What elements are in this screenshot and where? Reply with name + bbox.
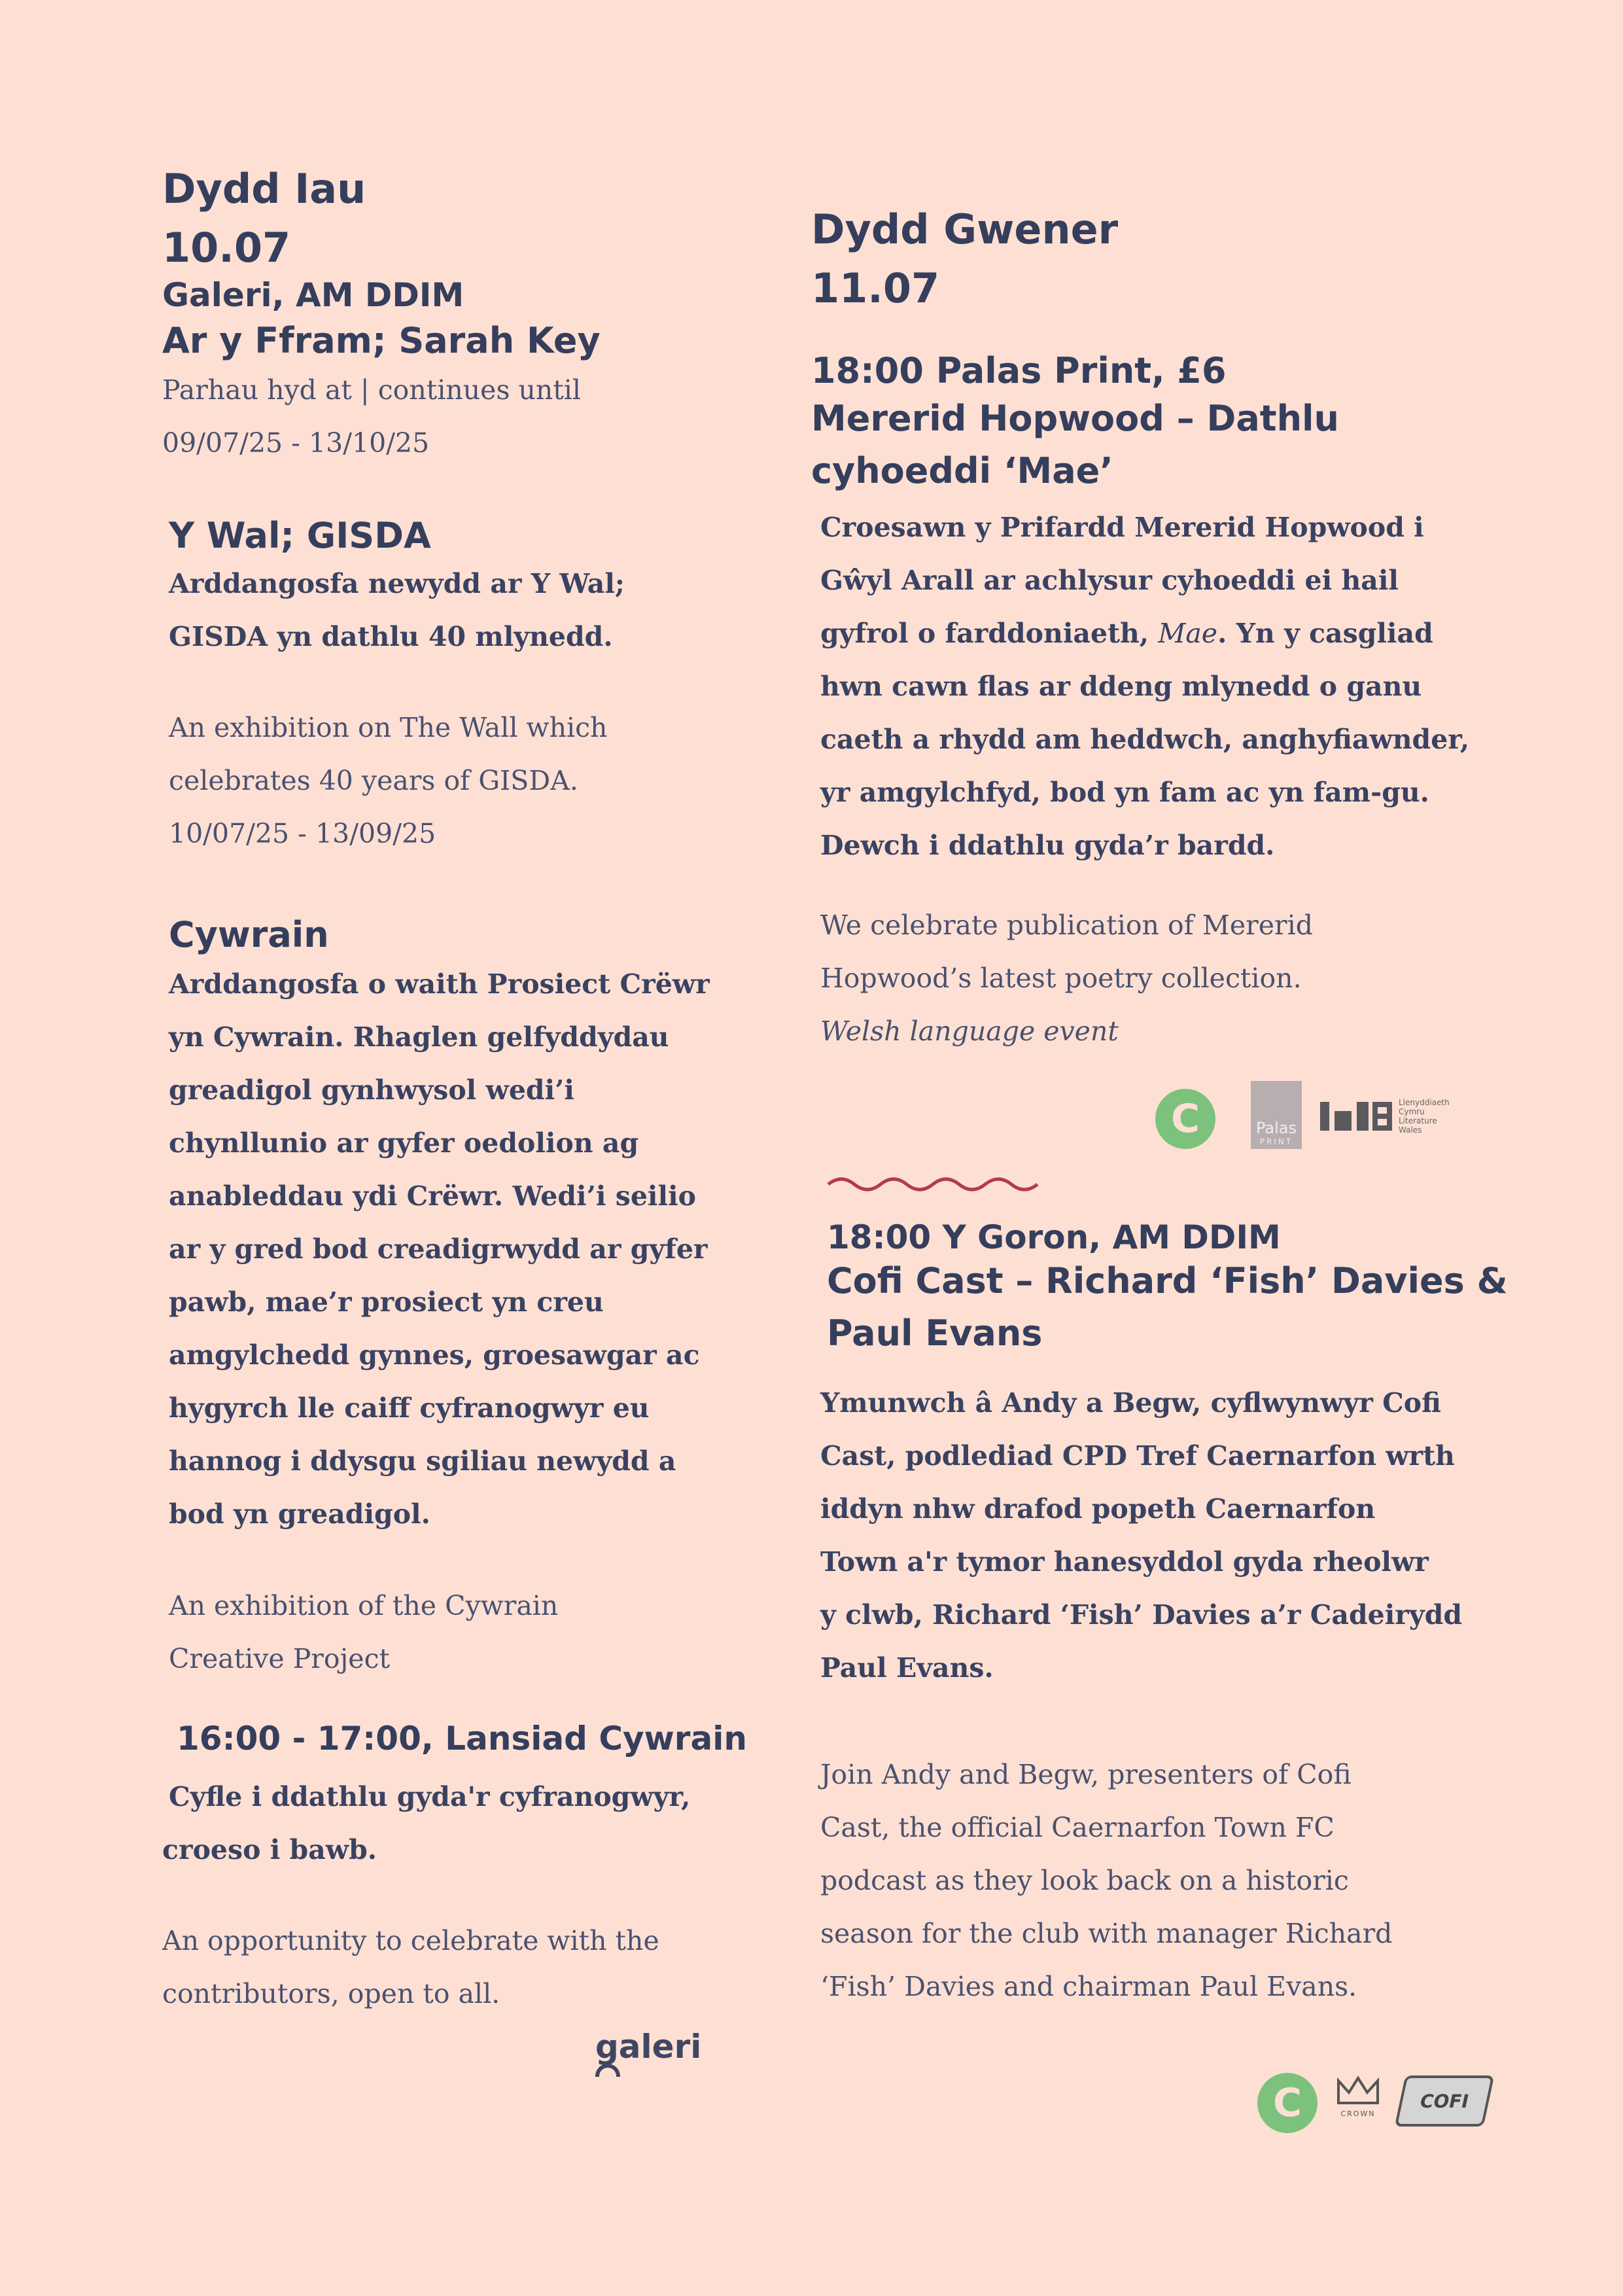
cywrain-welsh-line: chynllunio ar gyfer oedolion ag — [169, 1127, 639, 1159]
cywrain-welsh-line: hygyrch lle caiff cyfranogwyr eu — [169, 1392, 650, 1424]
event2-welsh-line: iddyn nhw drafod popeth Caernarfon — [820, 1493, 1376, 1525]
event2-english-line: Cast, the official Caernarfon Town FC — [820, 1812, 1335, 1843]
event1-title-line: Mererid Hopwood – Dathlu — [811, 398, 1339, 439]
event1-title-line: cyhoeddi ‘Mae’ — [811, 450, 1113, 491]
cywrain-welsh-line: pawb, mae’r prosiect yn creu — [169, 1286, 604, 1318]
palas-logo-subtext: PRINT — [1259, 1137, 1293, 1146]
thursday-date: 10.07 — [162, 224, 291, 272]
launch-welsh-line: Cyfle i ddathlu gyda'r cyfranogwyr, — [169, 1781, 691, 1812]
lit-line: Llenyddiaeth — [1399, 1098, 1450, 1107]
event1-welsh-line: Gŵyl Arall ar achlysur cyhoeddi ei hail — [820, 565, 1399, 596]
literature-wales-mark — [1320, 1098, 1393, 1135]
event2-welsh-line: Cast, podlediad CPD Tref Caernarfon wrth — [820, 1440, 1455, 1472]
wal-welsh — [169, 557, 625, 663]
cywrain-welsh-line: Arddangosfa o waith Prosiect Crëwr — [169, 968, 710, 1000]
c-logo-2: C — [1257, 2073, 1318, 2133]
event1-english-line: Hopwood’s latest poetry collection. — [820, 963, 1302, 994]
wal-title: Y Wal; GISDA — [169, 515, 431, 556]
galeri-logo-mark — [595, 2064, 620, 2077]
event1-welsh-line: yr amgylchfyd, bod yn fam ac yn fam-gu. — [820, 777, 1429, 808]
cywrain-welsh-line: amgylchedd gynnes, groesawgar ac — [169, 1339, 700, 1371]
wal-english — [169, 701, 607, 860]
exhibit1-title: Ar y Ffram; Sarah Key — [162, 320, 601, 361]
cywrain-welsh-line: bod yn greadigol. — [169, 1498, 430, 1530]
cofi-logo: COFI — [1395, 2075, 1495, 2127]
event2-welsh-line: Ymunwch â Andy a Begw, cyflwynwyr Cofi — [820, 1387, 1441, 1419]
cywrain-welsh-line: greadigol gynhwysol wedi’i — [169, 1074, 575, 1106]
launch-english-line: An opportunity to celebrate with the — [162, 1925, 659, 1956]
event1-welsh-line: gyfrol o farddoniaeth, Mae. Yn y casgliad — [820, 618, 1433, 649]
event2-title-line: Cofi Cast – Richard ‘Fish’ Davies & — [827, 1260, 1508, 1301]
launch-english-line: contributors, open to all. — [162, 1978, 500, 2009]
wal-english-line: celebrates 40 years of GISDA. — [169, 765, 578, 796]
cywrain-english-line: Creative Project — [169, 1643, 391, 1674]
event1-english-line: We celebrate publication of Mererid — [820, 910, 1313, 941]
cywrain-welsh-line: anableddau ydi Crëwr. Wedi’i seilio — [169, 1180, 696, 1212]
event1-welsh — [820, 501, 1469, 872]
event1-welsh-line: caeth a rhydd am heddwch, anghyfiawnder, — [820, 724, 1470, 755]
event2-welsh — [820, 1377, 1462, 1695]
lit-line: Wales — [1399, 1125, 1422, 1135]
cywrain-english — [169, 1580, 558, 1686]
event2-english-line: podcast as they look back on a historic — [820, 1865, 1349, 1896]
launch-title: 16:00 - 17:00, Lansiad Cywrain — [177, 1720, 747, 1757]
c-logo: C — [1155, 1089, 1215, 1149]
event1-welsh-line: Croesawn y Prifardd Mererid Hopwood i — [820, 512, 1424, 543]
cywrain-welsh — [169, 958, 710, 1541]
palas-print-logo — [1251, 1081, 1302, 1149]
event1-welsh-line: hwn cawn flas ar ddeng mlynedd o ganu — [820, 671, 1422, 702]
cywrain-welsh-line: ar y gred bod creadigrwydd ar gyfer — [169, 1233, 708, 1265]
crown-icon — [1335, 2074, 1382, 2107]
event2-english-line: Join Andy and Begw, presenters of Cofi — [820, 1759, 1352, 1790]
event1-time-venue: 18:00 Palas Print, £6 — [811, 350, 1227, 391]
event2-english-line: season for the club with manager Richard — [820, 1918, 1393, 1949]
lit-line: Literature — [1399, 1116, 1437, 1125]
friday-date: 11.07 — [811, 264, 940, 312]
friday-day: Dydd Gwener — [811, 205, 1119, 253]
event2-welsh-line: y clwb, Richard ‘Fish’ Davies a’r Cadeirydd — [820, 1599, 1463, 1631]
literature-wales-logo — [1320, 1098, 1450, 1135]
crown-logo-text: CROWN — [1340, 2110, 1376, 2118]
event1-welsh-line: Dewch i ddathlu gyda’r bardd. — [820, 830, 1275, 861]
exhibit1-details — [162, 364, 581, 470]
event2-welsh-line: Paul Evans. — [820, 1652, 994, 1684]
event1-english — [820, 899, 1313, 1058]
thursday-venue: Galeri, AM DDIM — [162, 276, 464, 314]
galeri-logo-text: galeri — [595, 2028, 702, 2066]
cywrain-welsh-line: yn Cywrain. Rhaglen gelfyddydau — [169, 1021, 669, 1053]
wal-welsh-line: GISDA yn dathlu 40 mlynedd. — [169, 621, 613, 652]
wal-english-line: 10/07/25 - 13/09/25 — [169, 818, 436, 849]
event2-time-venue: 18:00 Y Goron, AM DDIM — [827, 1218, 1281, 1256]
event2-english-line: ‘Fish’ Davies and chairman Paul Evans. — [820, 1971, 1357, 2002]
launch-welsh-line: croeso i bawb. — [162, 1834, 377, 1865]
cywrain-english-line: An exhibition of the Cywrain — [169, 1590, 559, 1621]
crown-logo — [1332, 2074, 1384, 2118]
wal-english-line: An exhibition on The Wall which — [169, 712, 608, 743]
launch-english — [162, 1915, 659, 2021]
wave-divider — [826, 1171, 1048, 1204]
wal-welsh-line: Arddangosfa newydd ar Y Wal; — [169, 568, 625, 599]
exhibit1-line: 09/07/25 - 13/10/25 — [162, 427, 430, 459]
event1-note: Welsh language event — [820, 1016, 1119, 1047]
exhibit1-line: Parhau hyd at | continues until — [162, 374, 582, 406]
thursday-day: Dydd Iau — [162, 165, 366, 213]
event2-title-line: Paul Evans — [827, 1313, 1043, 1354]
galeri-logo — [595, 2027, 701, 2077]
event2-english — [820, 1748, 1392, 2013]
event1-title — [811, 393, 1339, 497]
literature-wales-text — [1399, 1098, 1450, 1135]
cywrain-welsh-line: hannog i ddysgu sgiliau newydd a — [169, 1445, 676, 1477]
lit-line: Cymru — [1399, 1107, 1425, 1116]
cywrain-title: Cywrain — [169, 914, 329, 955]
palas-logo-text: Palas — [1256, 1119, 1297, 1137]
event2-title — [827, 1255, 1508, 1360]
launch-welsh — [162, 1771, 690, 1877]
event2-welsh-line: Town a'r tymor hanesyddol gyda rheolwr — [820, 1546, 1429, 1578]
